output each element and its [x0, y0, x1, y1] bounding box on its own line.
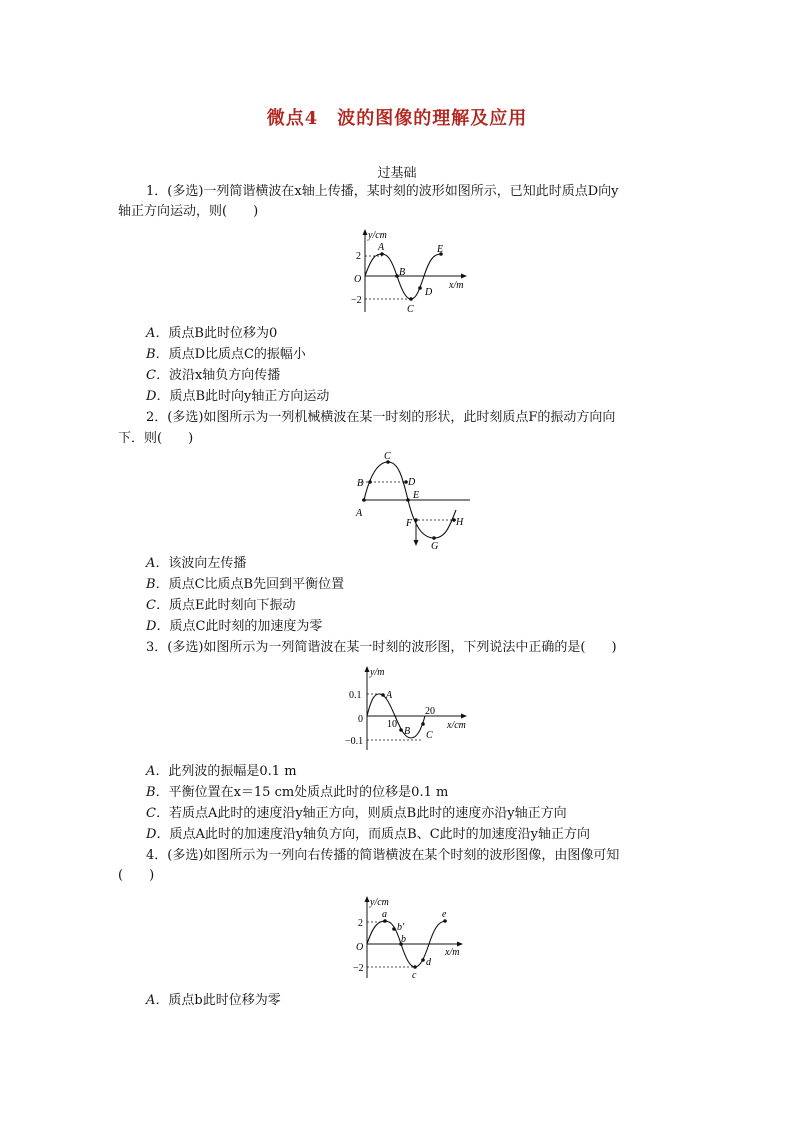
q2-option-a: A．该波向左传播: [146, 556, 247, 571]
q1-y-axis-label: y/cm: [368, 230, 387, 241]
page-title: 微点4 波的图像的理解及应用: [266, 108, 528, 129]
q1-x-axis-label: x/m: [449, 280, 464, 291]
q4-stem-line2: ( ): [118, 868, 155, 883]
q3-point-a-label: A: [386, 690, 393, 701]
q2-point-b-label: B: [357, 478, 364, 489]
q3-option-d: D．质点A此时的加速度沿y轴负方向，而质点B、C此时的加速度沿y轴正方向: [146, 827, 591, 842]
q3-y-axis-label: y/m: [370, 667, 385, 678]
q1-y-pos-label: 2: [356, 251, 361, 262]
q4-wave-figure: [343, 892, 473, 982]
q4-point-a-label: a: [382, 909, 387, 920]
q4-point-c-label: c: [412, 970, 417, 981]
q2-stem-line2: 下．则( ): [118, 431, 194, 446]
q2-option-c: C．质点E此时刻向下振动: [146, 598, 296, 613]
q4-point-b-prime-label: b′: [397, 922, 405, 933]
q1-origin-label: O: [354, 274, 362, 285]
q4-x-axis-label: x/m: [445, 947, 460, 958]
q2-point-g-label: G: [431, 541, 439, 552]
q4-option-a: A．质点b此时位移为零: [146, 993, 281, 1008]
q1-point-e-label: E: [437, 244, 444, 255]
q1-point-a-label: A: [378, 242, 385, 253]
q2-stem-line1: 2．(多选)如图所示为一列机械横波在某一时刻的形状，此时刻质点F的振动方向向: [146, 410, 616, 425]
q3-point-b-label: B: [404, 726, 411, 737]
q1-point-d-label: D: [425, 287, 433, 298]
q2-point-h-label: H: [456, 517, 464, 528]
q2-point-a-label: A: [356, 508, 363, 519]
q3-point-c-label: C: [426, 730, 433, 741]
q4-point-d-label: d: [426, 957, 431, 968]
q3-tick-10-label: 10: [387, 719, 397, 730]
q3-origin-label: 0: [358, 714, 363, 725]
q3-wave-figure: [343, 662, 473, 754]
q2-option-b: B．质点C比质点B先回到平衡位置: [146, 577, 345, 592]
q2-wave-figure: [350, 450, 475, 552]
q2-point-d-label: D: [408, 477, 416, 488]
q2-point-c-label: C: [384, 451, 391, 462]
q4-y-axis-label: y/cm: [370, 897, 389, 908]
q1-option-a: A．质点B此时位移为0: [146, 326, 278, 341]
q3-option-b: B．平衡位置在x＝15 cm处质点此时的位移是0.1 m: [146, 785, 449, 800]
q4-origin-label: O: [356, 942, 364, 953]
q1-y-neg-label: −2: [351, 295, 362, 306]
q4-point-b-label: b: [401, 934, 406, 945]
q3-option-c: C．若质点A此时的速度沿y轴正方向，则质点B此时的速度亦沿y轴正方向: [146, 806, 567, 821]
q3-option-a: A．此列波的振幅是0.1 m: [146, 764, 297, 779]
q3-y-pos-label: 0.1: [349, 690, 362, 701]
q4-y-neg-label: −2: [353, 963, 364, 974]
q1-stem-line1: 1．(多选)一列简谐横波在x轴上传播，某时刻的波形如图所示，已知此时质点D向y: [146, 184, 619, 199]
q2-point-f-label: F: [406, 518, 413, 529]
q4-point-e-label: e: [442, 909, 447, 920]
q3-x-axis-label: x/cm: [447, 720, 466, 731]
q3-stem-line1: 3．(多选)如图所示为一列简谐波在某一时刻的波形图，下列说法中正确的是( ): [146, 640, 617, 655]
q1-wave-figure: [345, 226, 475, 318]
q1-option-b: B．质点D比质点C的振幅小: [146, 347, 306, 362]
section-heading: 过基础: [377, 166, 417, 181]
q1-stem-line2: 轴正方向运动，则( ): [118, 204, 259, 219]
q4-y-pos-label: 2: [358, 918, 363, 929]
q4-stem-line1: 4．(多选)如图所示为一列向右传播的简谐横波在某个时刻的波形图像，由图像可知: [146, 848, 620, 863]
q1-option-c: C．波沿x轴负方向传播: [146, 368, 281, 383]
q2-point-e-label: E: [413, 490, 420, 501]
q2-option-d: D．质点C此时刻的加速度为零: [146, 619, 323, 634]
q3-y-neg-label: −0.1: [345, 736, 364, 747]
q3-tick-20-label: 20: [425, 706, 435, 717]
q1-option-d: D．质点B此时向y轴正方向运动: [146, 389, 330, 404]
q1-point-b-label: B: [399, 267, 406, 278]
q1-point-c-label: C: [407, 304, 414, 315]
